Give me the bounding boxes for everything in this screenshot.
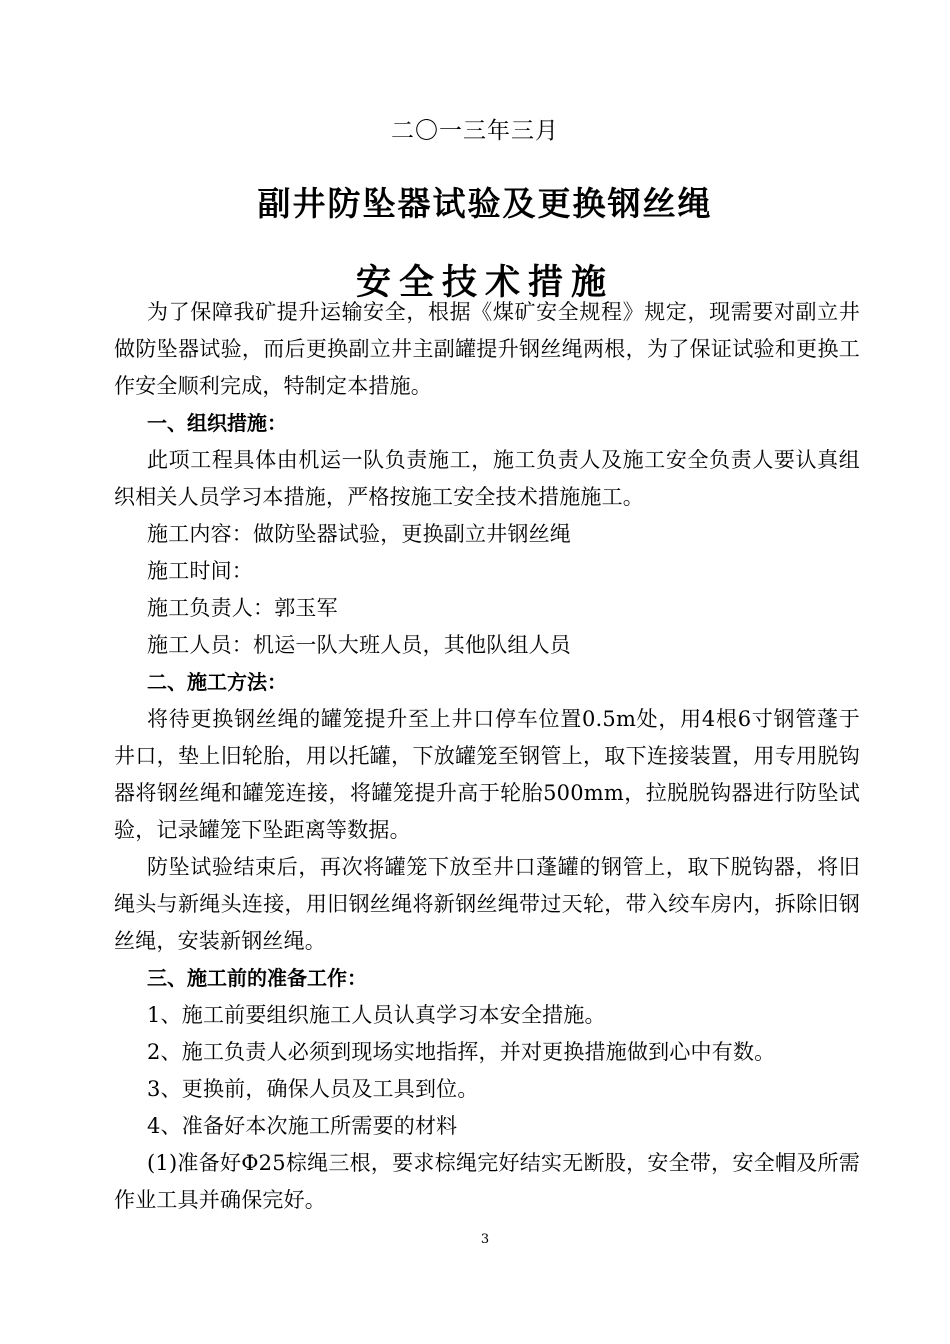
section-heading-preparation: 三、施工前的准备工作： xyxy=(147,966,367,990)
construction-leader: 施工负责人：郭玉军 xyxy=(147,596,338,620)
document-body xyxy=(114,294,860,1219)
preparation-item-4: 4、准备好本次施工所需要的材料 xyxy=(147,1114,458,1138)
preparation-item-4-1: (1)准备好Φ25棕绳三根，要求棕绳完好结实无断股，安全带，安全帽及所需作业工具并确保完好。 xyxy=(114,1151,860,1212)
page-number: 3 xyxy=(480,1232,490,1247)
preparation-item-3: 3、更换前，确保人员及工具到位。 xyxy=(147,1077,479,1101)
organization-paragraph: 此项工程具体由机运一队负责施工，施工负责人及施工安全负责人要认真组织相关人员学习本措施，严格按施工安全技术措施施工。 xyxy=(114,448,860,509)
section-heading-method: 二、施工方法： xyxy=(147,670,287,694)
document-date: 二〇一三年三月 xyxy=(391,118,559,144)
method-paragraph-2: 防坠试验结束后，再次将罐笼下放至井口蓬罐的钢管上，取下脱钩器，将旧绳头与新绳头连接，用旧钢丝绳将新钢丝绳带过天轮，带入绞车房内，拆除旧钢丝绳，安装新钢丝绳。 xyxy=(114,855,860,953)
document-subtitle: 安全技术措施 xyxy=(355,263,614,303)
intro-paragraph: 为了保障我矿提升运输安全，根据《煤矿安全规程》规定，现需要对副立井做防坠器试验，而后更换副立井主副罐提升钢丝绳两根，为了保证试验和更换工作安全顺利完成，特制定本措施。 xyxy=(114,300,860,398)
preparation-item-1: 1、施工前要组织施工人员认真学习本安全措施。 xyxy=(147,1003,606,1027)
construction-staff: 施工人员：机运一队大班人员，其他队组人员 xyxy=(147,633,571,657)
construction-time: 施工时间： xyxy=(147,559,253,583)
preparation-item-2: 2、施工负责人必须到现场实地指挥，并对更换措施做到心中有数。 xyxy=(147,1040,776,1064)
section-heading-organization: 一、组织措施： xyxy=(147,411,287,435)
document-title: 副井防坠器试验及更换钢丝绳 xyxy=(257,184,713,223)
construction-content: 施工内容：做防坠器试验，更换副立井钢丝绳 xyxy=(147,522,571,546)
method-paragraph-1: 将待更换钢丝绳的罐笼提升至上井口停车位置0.5m处，用4根6寸钢管蓬于井口，垫上旧轮胎，用以托罐，下放罐笼至钢管上，取下连接装置，用专用脱钩器将钢丝绳和罐笼连接，将罐笼提升高于轮胎500mm，拉脱脱钩器进行防坠试验，记录罐笼下坠距离等数据。 xyxy=(114,707,860,842)
